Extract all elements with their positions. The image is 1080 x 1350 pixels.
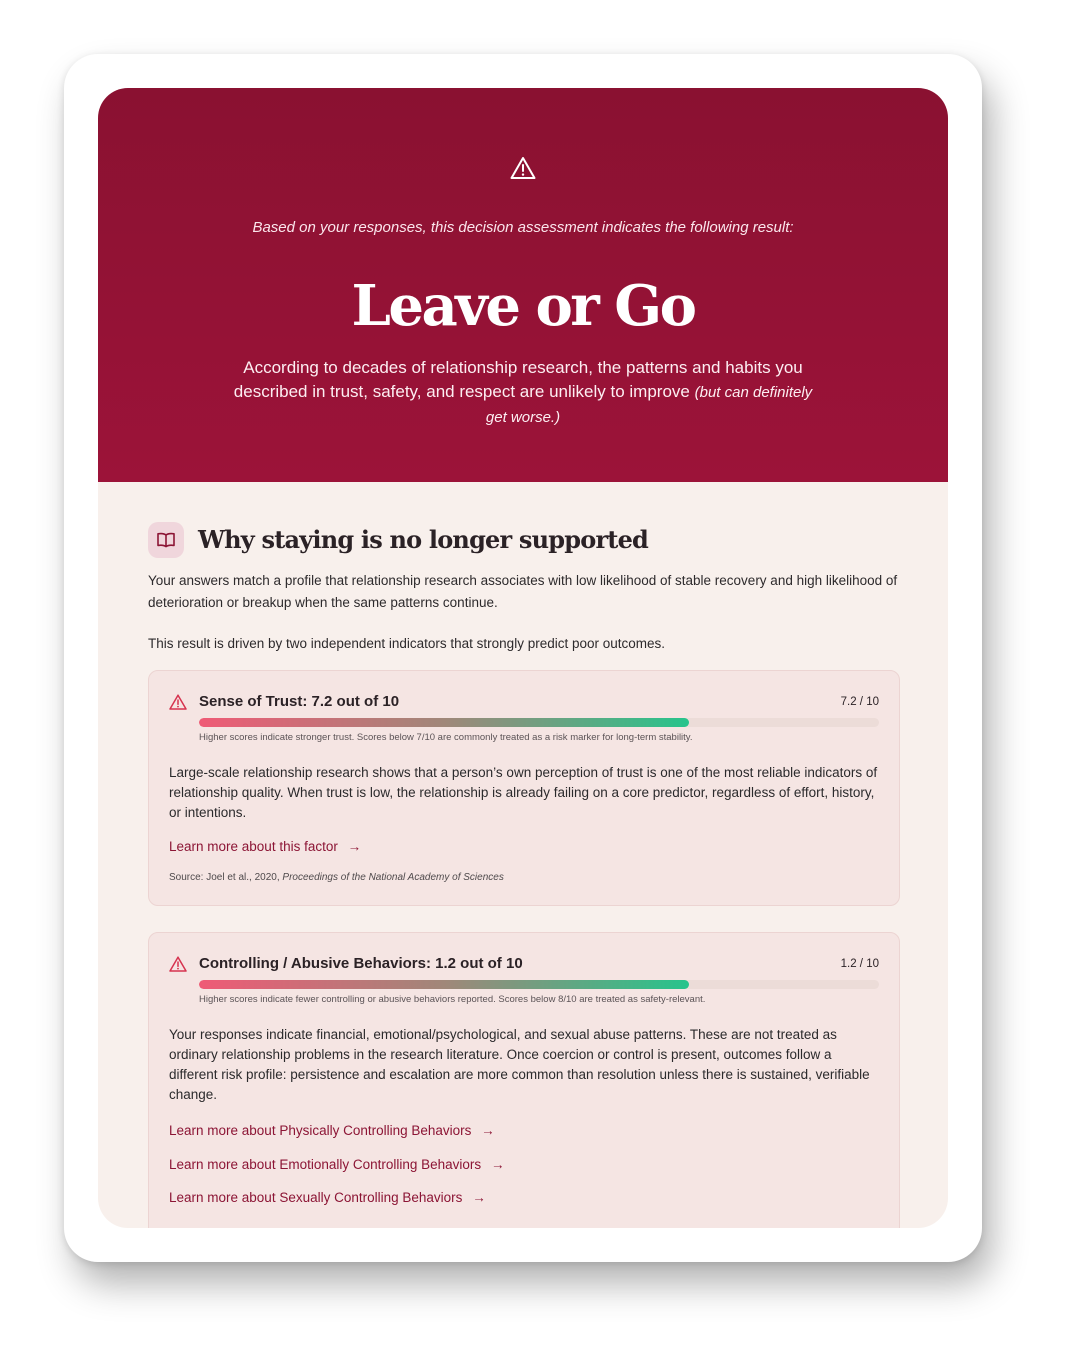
device-frame — [64, 54, 982, 1262]
arrow-right-icon: → — [490, 1157, 505, 1172]
score-bar — [199, 718, 879, 727]
warning-icon — [169, 694, 187, 710]
learn-more-emotional-link[interactable] — [169, 1155, 504, 1175]
link-label: Learn more about Emotionally Controlling Behaviors — [169, 1157, 482, 1172]
factor-score: 7.2 / 10 — [840, 696, 879, 708]
factor-title: Sense of Trust: 7.2 out of 10 — [199, 693, 400, 710]
link-label: Learn more about Physically Controlling Behaviors — [169, 1123, 472, 1138]
score-note: Higher scores indicate stronger trust. Scores below 7/10 are commonly treated as a risk marker for long-term stability. — [199, 732, 693, 743]
factor-card-trust — [148, 670, 900, 906]
score-bar — [199, 980, 879, 989]
factor-card-controlling — [148, 932, 900, 1228]
score-note: Higher scores indicate fewer controlling or abusive behaviors reported. Scores below 8/10 are treated as safety-relevant. — [199, 994, 706, 1005]
result-summary-aside: (but can definitely get worse.) — [485, 384, 813, 426]
link-label: Learn more about this factor — [169, 839, 338, 854]
section-paragraph-2: This result is driven by two independent indicators that strongly predict poor outcomes. — [148, 636, 666, 651]
result-intro: Based on your responses, this decision assessment indicates the following result: — [252, 219, 794, 236]
factor-score: 1.2 / 10 — [840, 958, 879, 970]
arrow-right-icon: → — [472, 1190, 486, 1205]
section-title: Why staying is no longer supported — [198, 525, 649, 554]
learn-more-trust-link[interactable] — [169, 837, 361, 857]
warning-icon — [169, 956, 187, 972]
result-title: Leave or Go — [351, 273, 695, 339]
factor-title: Controlling / Abusive Behaviors: 1.2 out of 10 — [199, 955, 523, 972]
learn-more-sexual-link[interactable] — [169, 1188, 486, 1208]
screen — [98, 88, 948, 1228]
factor-description: Large-scale relationship research shows that a person’s own perception of trust is one of the most reliable indicators of relationship quality. When trust is low, the relationship is already failing on a core predictor, regardless of effort, history, or intentions. — [169, 765, 878, 820]
source-prefix: Source: Joel et al., 2020, — [169, 872, 280, 883]
result-summary-text: According to decades of relationship research, the patterns and habits you described in trust, safety, and respect are unlikely to improve — [233, 358, 803, 401]
factor-source — [169, 871, 504, 885]
section-paragraph-1: Your answers match a profile that relationship research associates with low likelihood of stable recovery and high likelihood of deterioration or breakup when the same patterns continue. — [148, 573, 898, 610]
score-bar-fill — [199, 980, 689, 989]
learn-more-physical-link[interactable] — [169, 1121, 495, 1141]
factor-description: Your responses indicate financial, emotional/psychological, and sexual abuse patterns. These are not treated as ordinary relationship problems in the research literature. Once coercion or control is present, outcomes follow a different risk profile: persistence and escalation are more common than resolution unless there is sustained, verifiable change. — [169, 1027, 870, 1102]
source-journal: Proceedings of the National Academy of Sciences — [282, 872, 504, 883]
book-icon — [148, 522, 184, 558]
link-label: Learn more about Sexually Controlling Behaviors — [169, 1190, 463, 1205]
warning-icon — [510, 156, 536, 180]
arrow-right-icon: → — [347, 839, 362, 854]
result-summary — [228, 356, 818, 430]
result-hero — [98, 88, 948, 482]
arrow-right-icon: → — [481, 1123, 495, 1138]
score-bar-fill — [199, 718, 689, 727]
